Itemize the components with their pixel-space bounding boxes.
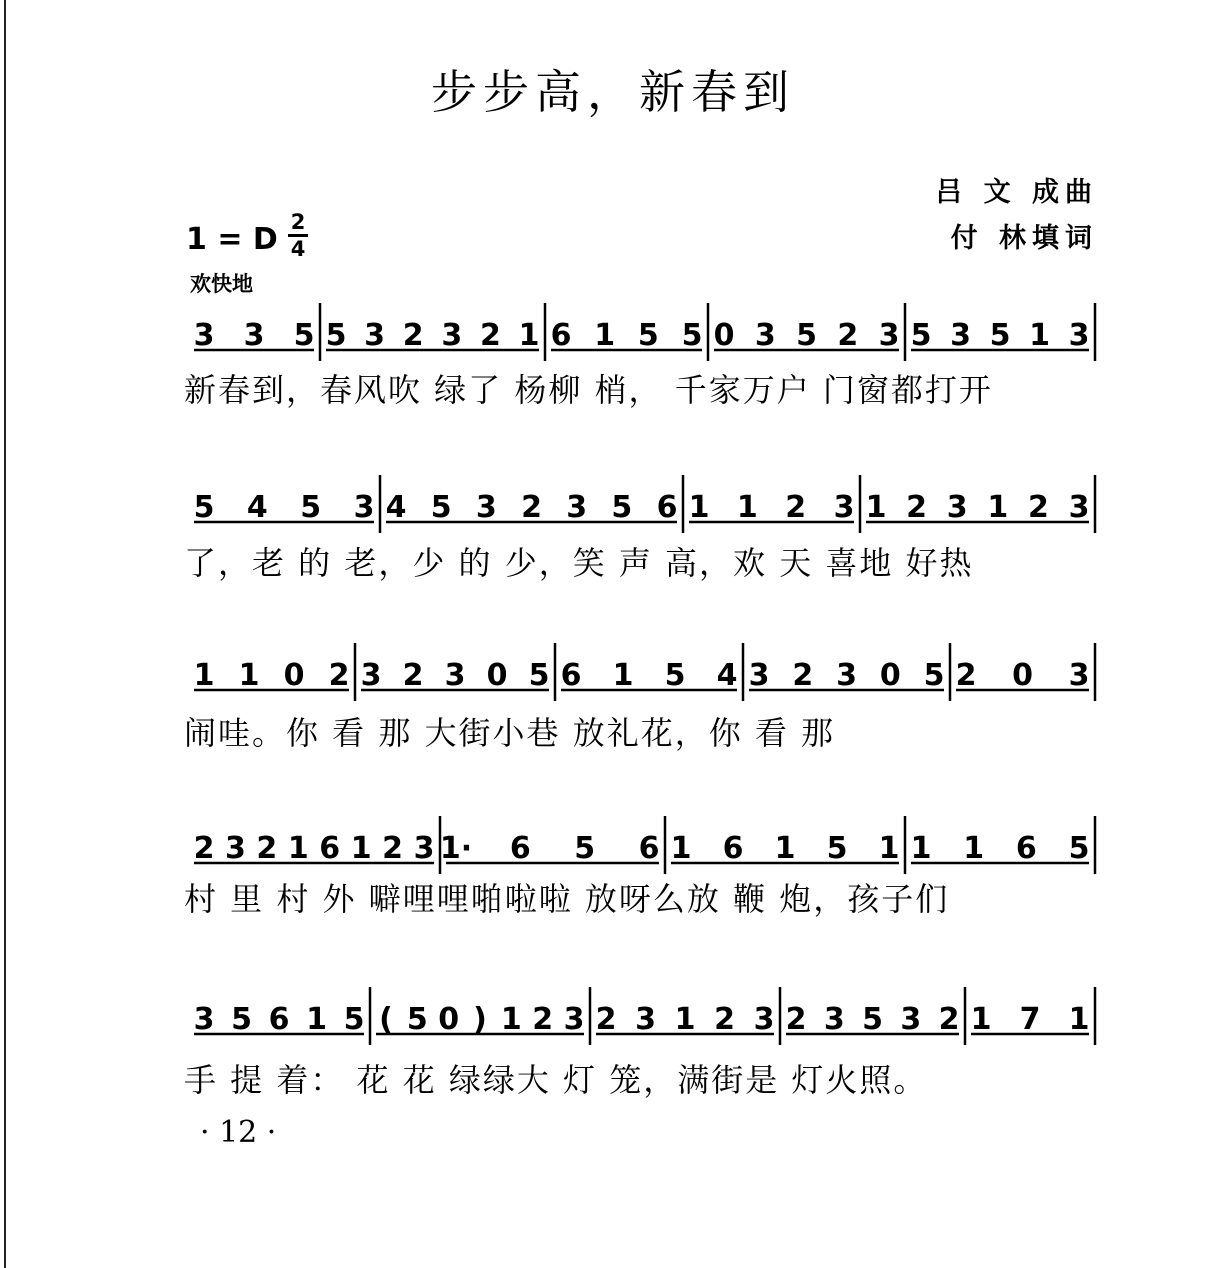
note: 5	[796, 318, 817, 353]
note: 3	[444, 658, 466, 693]
note: 1	[910, 831, 932, 866]
note: 3	[753, 1002, 775, 1037]
note: 6	[268, 1002, 290, 1037]
note: 4	[246, 490, 268, 525]
note: 5	[231, 1002, 252, 1037]
note: 3	[566, 490, 588, 525]
note: 0	[879, 658, 901, 693]
note: 1	[670, 831, 692, 866]
note: 1	[1068, 1002, 1090, 1037]
note: 2	[532, 1002, 554, 1037]
note: 5	[528, 658, 550, 693]
tempo-marking: 欢快地	[190, 272, 253, 296]
notation-line-3	[194, 643, 1095, 701]
note: 1	[306, 1002, 327, 1037]
key-signature: 1 = D	[186, 222, 278, 257]
note: 5	[862, 1002, 883, 1037]
note: 1	[350, 831, 372, 866]
note: 0	[283, 658, 305, 693]
note: 3	[193, 1002, 215, 1037]
note: 1	[674, 1002, 696, 1037]
time-signature-bottom: 4	[290, 237, 306, 261]
lyricist-credit: 付 林填词	[950, 223, 1098, 254]
note: 3	[224, 831, 246, 866]
note: 1	[193, 658, 215, 693]
note: 2	[328, 658, 350, 693]
notation-line-5	[194, 987, 1095, 1045]
note: 3	[946, 490, 968, 525]
note: 3	[823, 1002, 845, 1037]
note: 3	[353, 490, 375, 525]
notation-line-4	[194, 816, 1095, 874]
note: 2	[955, 658, 977, 693]
note: 5	[611, 490, 633, 525]
note: 0	[486, 658, 508, 693]
note: 2	[402, 658, 424, 693]
note: 3	[413, 831, 435, 866]
composer-credit: 吕 文 成曲	[935, 177, 1098, 208]
lyrics-line-4: 村 里 村 外 噼哩哩啪啦啦 放呀么放 鞭 炮，孩子们	[184, 880, 950, 918]
note: 1	[970, 1002, 992, 1037]
note: 5	[664, 658, 686, 693]
note: 7	[1019, 1002, 1041, 1037]
note: 1	[688, 490, 710, 525]
note: )	[473, 1002, 487, 1037]
note: (	[379, 1002, 393, 1037]
note: 6	[560, 658, 582, 693]
note: 3	[1068, 658, 1090, 693]
note: 2	[714, 1002, 735, 1037]
note: 3	[475, 490, 497, 525]
lyrics-line-2: 了，老 的 老，少 的 少，笑 声 高，欢 天 喜地 好热	[184, 544, 974, 582]
note: 1	[500, 1002, 522, 1037]
note: 6	[319, 831, 341, 866]
note: 3	[833, 490, 855, 525]
note: 2	[837, 318, 859, 353]
note: 2	[785, 490, 807, 525]
lyrics-line-5: 手 提 着： 花 花 绿绿大 灯 笼，满街是 灯火照。	[184, 1061, 928, 1099]
note: 1	[736, 490, 758, 525]
note: 1	[287, 831, 309, 866]
note: 6	[550, 318, 572, 353]
note: 3	[635, 1002, 656, 1037]
note: 2	[521, 490, 542, 525]
notation-line-1	[194, 303, 1095, 361]
note: 3	[1068, 490, 1090, 525]
note: 6	[509, 831, 531, 866]
note: 2	[402, 318, 424, 353]
lyrics-line-1: 新春到，春风吹 绿了 杨柳 梢， 千家万户 门窗都打开	[184, 371, 993, 409]
note: 3	[748, 658, 770, 693]
note: 6	[656, 490, 678, 525]
note: 0	[438, 1002, 460, 1037]
note: 5	[910, 318, 932, 353]
note: 2	[938, 1002, 960, 1037]
note: 1	[865, 490, 887, 525]
note: 2	[595, 1002, 617, 1037]
note: 2	[792, 658, 814, 693]
time-signature-top: 2	[290, 210, 306, 234]
note: 5	[923, 658, 945, 693]
note: 3	[193, 318, 215, 353]
note: 2	[479, 318, 501, 353]
note: 3	[900, 1002, 922, 1037]
note: 0	[713, 318, 735, 353]
note: 5	[430, 490, 452, 525]
note: 3	[563, 1002, 585, 1037]
note: 0	[1012, 658, 1033, 693]
note: 2	[785, 1002, 807, 1037]
note: 1·	[439, 831, 473, 866]
note: 3	[1068, 318, 1090, 353]
note: 2	[193, 831, 215, 866]
note: 5	[574, 831, 596, 866]
note: 2	[1027, 490, 1049, 525]
note: 1	[878, 831, 900, 866]
note: 5	[325, 318, 347, 353]
note: 4	[385, 490, 407, 525]
note: 1	[594, 318, 616, 353]
note: 3	[836, 658, 857, 693]
note: 1	[1029, 318, 1050, 353]
note: 3	[754, 318, 776, 353]
note: 3	[360, 658, 382, 693]
note: 5	[300, 490, 322, 525]
note: 5	[293, 318, 315, 353]
note: 2	[906, 490, 928, 525]
note: 1	[238, 658, 260, 693]
page-number: · 12 ·	[200, 1115, 277, 1150]
song-title: 步步高，新春到	[431, 65, 795, 119]
lyrics-line-3: 闹哇。你 看 那 大街小巷 放礼花，你 看 那	[184, 714, 836, 752]
note: 3	[441, 318, 463, 353]
note: 5	[681, 318, 703, 353]
notation-line-2	[194, 475, 1095, 533]
note: 5	[1068, 831, 1090, 866]
note: 2	[256, 831, 278, 866]
note: 5	[406, 1002, 428, 1037]
note: 5	[826, 831, 848, 866]
note: 1	[774, 831, 796, 866]
note: 6	[722, 831, 744, 866]
note: 1	[612, 658, 634, 693]
note: 2	[382, 831, 404, 866]
note: 1	[518, 318, 540, 353]
note: 5	[193, 490, 215, 525]
note: 5	[343, 1002, 365, 1037]
note: 6	[1015, 831, 1037, 866]
note: 3	[364, 318, 386, 353]
note: 5	[637, 318, 659, 353]
note: 4	[716, 658, 738, 693]
note: 1	[963, 831, 985, 866]
note: 6	[638, 831, 660, 866]
note: 3	[950, 318, 971, 353]
note: 1	[987, 490, 1009, 525]
note: 3	[878, 318, 900, 353]
note: 3	[243, 318, 265, 353]
note: 5	[989, 318, 1011, 353]
